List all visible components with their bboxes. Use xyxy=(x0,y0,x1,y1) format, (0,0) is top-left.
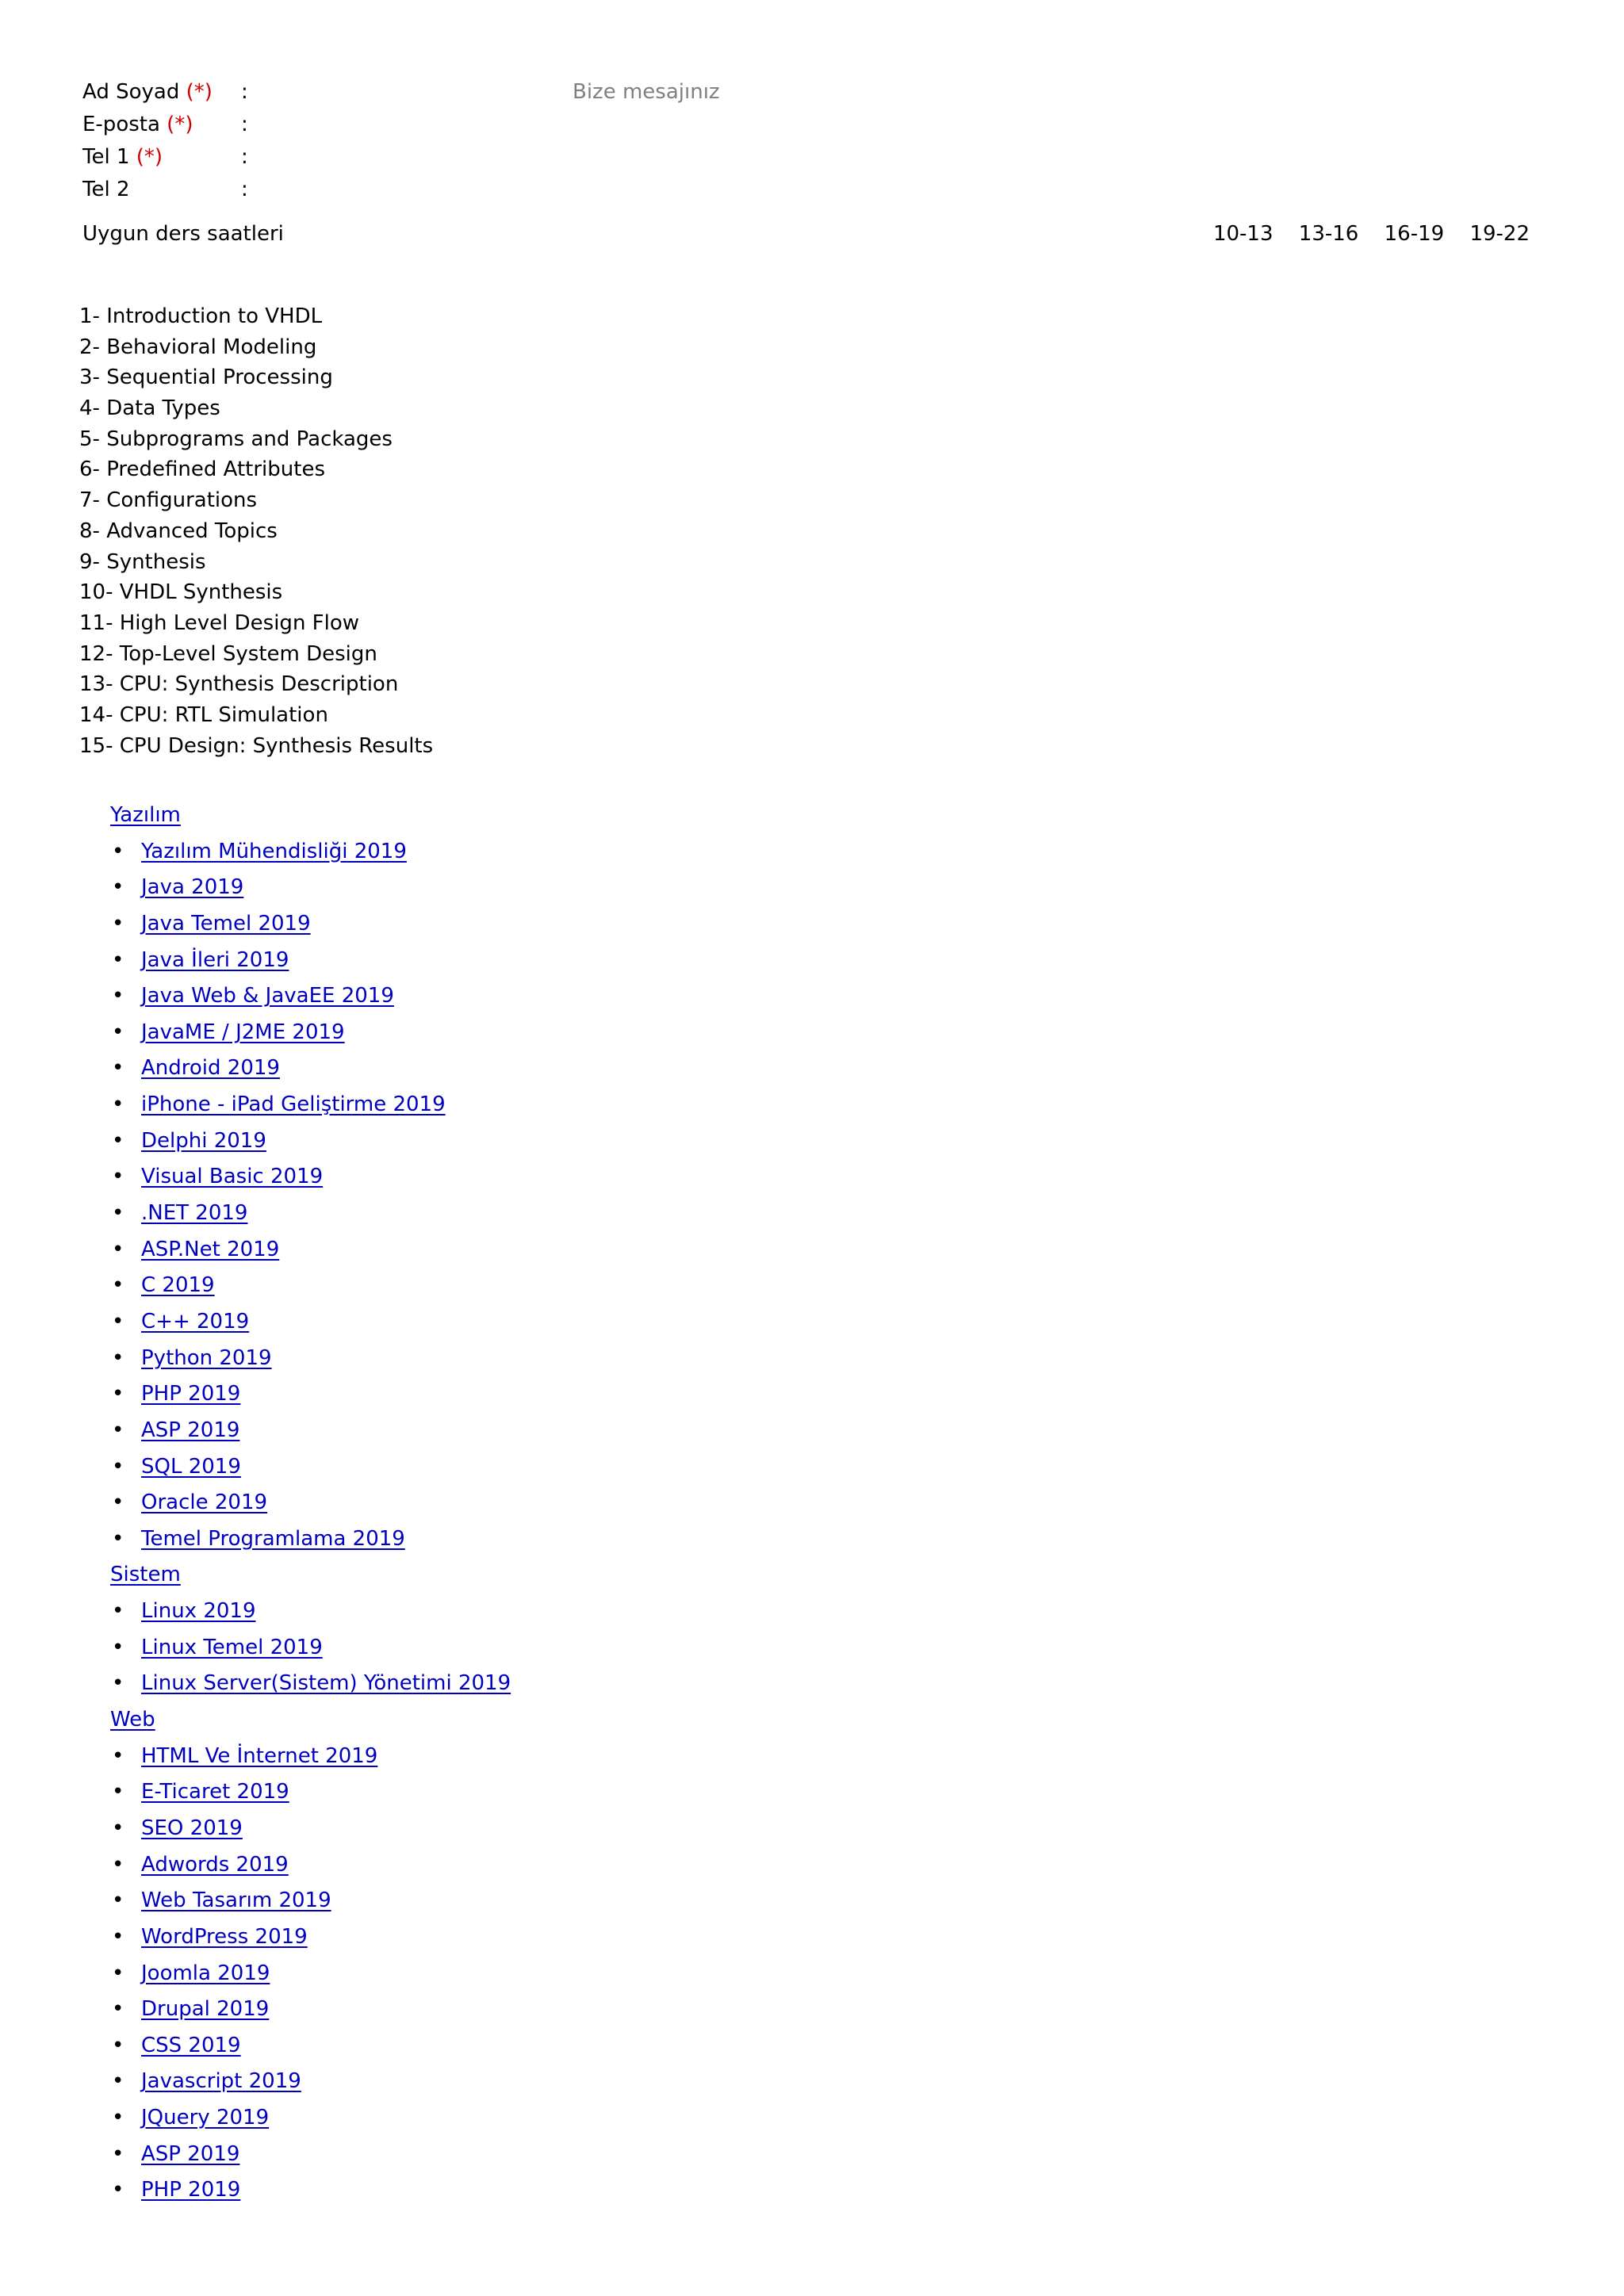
course-link[interactable]: Linux Temel 2019 xyxy=(141,1635,323,1659)
course-link[interactable]: Java Web & JavaEE 2019 xyxy=(141,984,394,1008)
topic-item: 4- Data Types xyxy=(79,396,220,421)
course-link[interactable]: Javascript 2019 xyxy=(141,2069,301,2094)
bullet-icon: • xyxy=(112,1671,124,1696)
bullet-icon: • xyxy=(112,911,124,936)
bullet-icon: • xyxy=(112,1237,124,1261)
course-link[interactable]: WordPress 2019 xyxy=(141,1924,308,1949)
topic-item: 11- High Level Design Flow xyxy=(79,610,360,635)
bullet-icon: • xyxy=(112,1526,124,1551)
bullet-icon: • xyxy=(112,1309,124,1334)
course-link[interactable]: Python 2019 xyxy=(141,1345,272,1370)
bullet-icon: • xyxy=(112,2033,124,2057)
course-list-item xyxy=(110,1992,511,2028)
bullet-icon: • xyxy=(112,1961,124,1985)
bullet-icon: • xyxy=(112,2178,124,2202)
course-link[interactable]: C++ 2019 xyxy=(141,1309,250,1334)
hour-slots xyxy=(1194,218,1530,251)
course-list-item xyxy=(110,1413,511,1449)
bullet-icon: • xyxy=(112,2069,124,2094)
bullet-icon: • xyxy=(112,1599,124,1624)
phone2-label: Tel 2 xyxy=(82,178,130,201)
topic-item: 12- Top-Level System Design xyxy=(79,641,377,666)
name-label: Ad Soyad (*) xyxy=(82,80,213,104)
topic-item: 10- VHDL Synthesis xyxy=(79,580,283,605)
phone1-label: Tel 1 (*) xyxy=(82,145,163,169)
course-link[interactable]: PHP 2019 xyxy=(141,1382,241,1406)
course-link[interactable]: Linux 2019 xyxy=(141,1599,256,1624)
topic-item: 8- Advanced Topics xyxy=(79,519,278,543)
course-list-item xyxy=(110,1449,511,1486)
contact-form xyxy=(82,76,1542,206)
course-link[interactable]: Android 2019 xyxy=(141,1056,280,1081)
hour-slot-option[interactable]: 13-16 xyxy=(1298,222,1359,246)
course-list-item xyxy=(110,2064,511,2100)
course-list-item xyxy=(110,1666,511,1702)
course-list-item xyxy=(110,1847,511,1884)
course-list-item xyxy=(110,1630,511,1667)
bullet-icon: • xyxy=(112,1382,124,1406)
topic-item: 1- Introduction to VHDL xyxy=(79,304,323,328)
course-link[interactable]: JQuery 2019 xyxy=(141,2106,270,2130)
hour-slot-option[interactable]: 19-22 xyxy=(1469,222,1530,246)
course-list-item xyxy=(110,1050,511,1087)
course-link[interactable]: C 2019 xyxy=(141,1273,215,1298)
category-heading xyxy=(110,798,511,834)
course-link[interactable]: HTML Ve İnternet 2019 xyxy=(141,1743,378,1768)
course-link[interactable]: CSS 2019 xyxy=(141,2033,241,2057)
hour-slot-option[interactable]: 16-19 xyxy=(1384,222,1445,246)
course-list-item xyxy=(110,1087,511,1123)
course-link[interactable]: iPhone - iPad Geliştirme 2019 xyxy=(141,1093,446,1117)
course-list-item xyxy=(110,2137,511,2173)
category-link[interactable]: Yazılım xyxy=(110,803,181,827)
course-link[interactable]: Temel Programlama 2019 xyxy=(141,1526,405,1551)
course-list-item xyxy=(110,2100,511,2137)
message-textarea[interactable]: Bize mesajınız xyxy=(573,80,720,104)
topic-item: 2- Behavioral Modeling xyxy=(79,335,317,359)
category-link[interactable]: Sistem xyxy=(110,1563,181,1587)
course-topics-list xyxy=(79,301,433,761)
bullet-icon: • xyxy=(112,1165,124,1189)
course-list-item xyxy=(110,943,511,979)
bullet-icon: • xyxy=(112,839,124,863)
bullet-icon: • xyxy=(112,2141,124,2166)
bullet-icon: • xyxy=(112,2106,124,2130)
required-mark: (*) xyxy=(186,80,213,104)
bullet-icon: • xyxy=(112,984,124,1008)
course-link[interactable]: Yazılım Mühendisliği 2019 xyxy=(141,839,407,863)
course-link[interactable]: Visual Basic 2019 xyxy=(141,1165,324,1189)
course-link[interactable]: .NET 2019 xyxy=(141,1201,248,1226)
bullet-icon: • xyxy=(112,1997,124,2022)
course-list-item xyxy=(110,1304,511,1341)
course-link[interactable]: Delphi 2019 xyxy=(141,1128,266,1153)
course-list-item xyxy=(110,1811,511,1847)
course-list-item xyxy=(110,1521,511,1558)
course-link[interactable]: SEO 2019 xyxy=(141,1816,243,1840)
course-list-item xyxy=(110,1739,511,1775)
course-list-item xyxy=(110,1956,511,1992)
course-link[interactable]: ASP.Net 2019 xyxy=(141,1237,280,1261)
course-link[interactable]: Linux Server(Sistem) Yönetimi 2019 xyxy=(141,1671,511,1696)
course-list-item xyxy=(110,834,511,871)
course-link[interactable]: E-Ticaret 2019 xyxy=(141,1780,289,1804)
email-field-row[interactable] xyxy=(82,109,1542,141)
course-list-item xyxy=(110,1268,511,1304)
bullet-icon: • xyxy=(112,1201,124,1226)
topic-item: 9- Synthesis xyxy=(79,549,206,574)
bullet-icon: • xyxy=(112,1635,124,1659)
course-list-item xyxy=(110,1485,511,1521)
bullet-icon: • xyxy=(112,1345,124,1370)
course-link[interactable]: Java İleri 2019 xyxy=(141,947,289,972)
course-link[interactable]: Java 2019 xyxy=(141,875,244,900)
course-link[interactable]: SQL 2019 xyxy=(141,1454,241,1479)
bullet-icon: • xyxy=(112,1888,124,1913)
bullet-icon: • xyxy=(112,1093,124,1117)
course-list-item xyxy=(110,1196,511,1232)
course-list-item xyxy=(110,2172,511,2209)
bullet-icon: • xyxy=(112,1056,124,1081)
required-mark: (*) xyxy=(167,113,193,136)
phone2-field-row[interactable] xyxy=(82,174,1542,206)
course-link[interactable]: Joomla 2019 xyxy=(141,1961,270,1985)
bullet-icon: • xyxy=(112,875,124,900)
course-link[interactable]: PHP 2019 xyxy=(141,2178,241,2202)
topic-item: 13- CPU: Synthesis Description xyxy=(79,672,399,697)
bullet-icon: • xyxy=(112,1273,124,1298)
category-heading xyxy=(110,1702,511,1739)
field-colon: : xyxy=(241,80,248,104)
course-list-item xyxy=(110,978,511,1015)
field-colon: : xyxy=(241,113,248,136)
course-link[interactable]: JavaME / J2ME 2019 xyxy=(141,1020,345,1044)
bullet-icon: • xyxy=(112,947,124,972)
bullet-icon: • xyxy=(112,1490,124,1515)
course-list-item xyxy=(110,1919,511,1956)
course-link[interactable]: Oracle 2019 xyxy=(141,1490,268,1515)
course-list-item xyxy=(110,1883,511,1919)
course-list-item xyxy=(110,906,511,943)
course-link[interactable]: Adwords 2019 xyxy=(141,1852,289,1877)
course-list-item xyxy=(110,870,511,906)
bullet-icon: • xyxy=(112,1816,124,1840)
course-list-item xyxy=(110,1376,511,1413)
course-link[interactable]: Java Temel 2019 xyxy=(141,911,311,936)
topic-item: 15- CPU Design: Synthesis Results xyxy=(79,733,434,758)
course-list-item xyxy=(110,1015,511,1051)
bullet-icon: • xyxy=(112,1924,124,1949)
course-list-item xyxy=(110,1341,511,1377)
field-colon: : xyxy=(241,145,248,169)
required-mark: (*) xyxy=(136,145,163,169)
bullet-icon: • xyxy=(112,1128,124,1153)
available-hours-label: Uygun ders saatleri xyxy=(82,222,284,246)
topic-item: 3- Sequential Processing xyxy=(79,365,333,390)
category-link[interactable]: Web xyxy=(110,1708,155,1732)
bullet-icon: • xyxy=(112,1780,124,1804)
category-heading xyxy=(110,1557,511,1594)
available-hours-row xyxy=(82,218,1542,251)
course-categories xyxy=(110,798,511,2209)
topic-item: 5- Subprograms and Packages xyxy=(79,427,393,451)
field-colon: : xyxy=(241,178,248,201)
course-list-item xyxy=(110,1232,511,1269)
bullet-icon: • xyxy=(112,1454,124,1479)
topic-item: 7- Configurations xyxy=(79,488,258,513)
course-list-item xyxy=(110,1123,511,1160)
hour-slot-option[interactable]: 10-13 xyxy=(1212,222,1274,246)
course-list-item xyxy=(110,2028,511,2064)
phone1-field-row[interactable] xyxy=(82,141,1542,174)
bullet-icon: • xyxy=(112,1418,124,1442)
bullet-icon: • xyxy=(112,1743,124,1768)
topic-item: 14- CPU: RTL Simulation xyxy=(79,702,328,727)
email-label: E-posta (*) xyxy=(82,113,193,136)
course-link[interactable]: Web Tasarım 2019 xyxy=(141,1888,331,1913)
course-list-item xyxy=(110,1159,511,1196)
topic-item: 6- Predefined Attributes xyxy=(79,457,325,482)
course-list-item xyxy=(110,1594,511,1630)
course-link[interactable]: Drupal 2019 xyxy=(141,1997,270,2022)
bullet-icon: • xyxy=(112,1020,124,1044)
name-field-row[interactable] xyxy=(82,76,1542,109)
bullet-icon: • xyxy=(112,1852,124,1877)
course-list-item xyxy=(110,1774,511,1811)
course-link[interactable]: ASP 2019 xyxy=(141,1418,240,1442)
course-link[interactable]: ASP 2019 xyxy=(141,2141,240,2166)
